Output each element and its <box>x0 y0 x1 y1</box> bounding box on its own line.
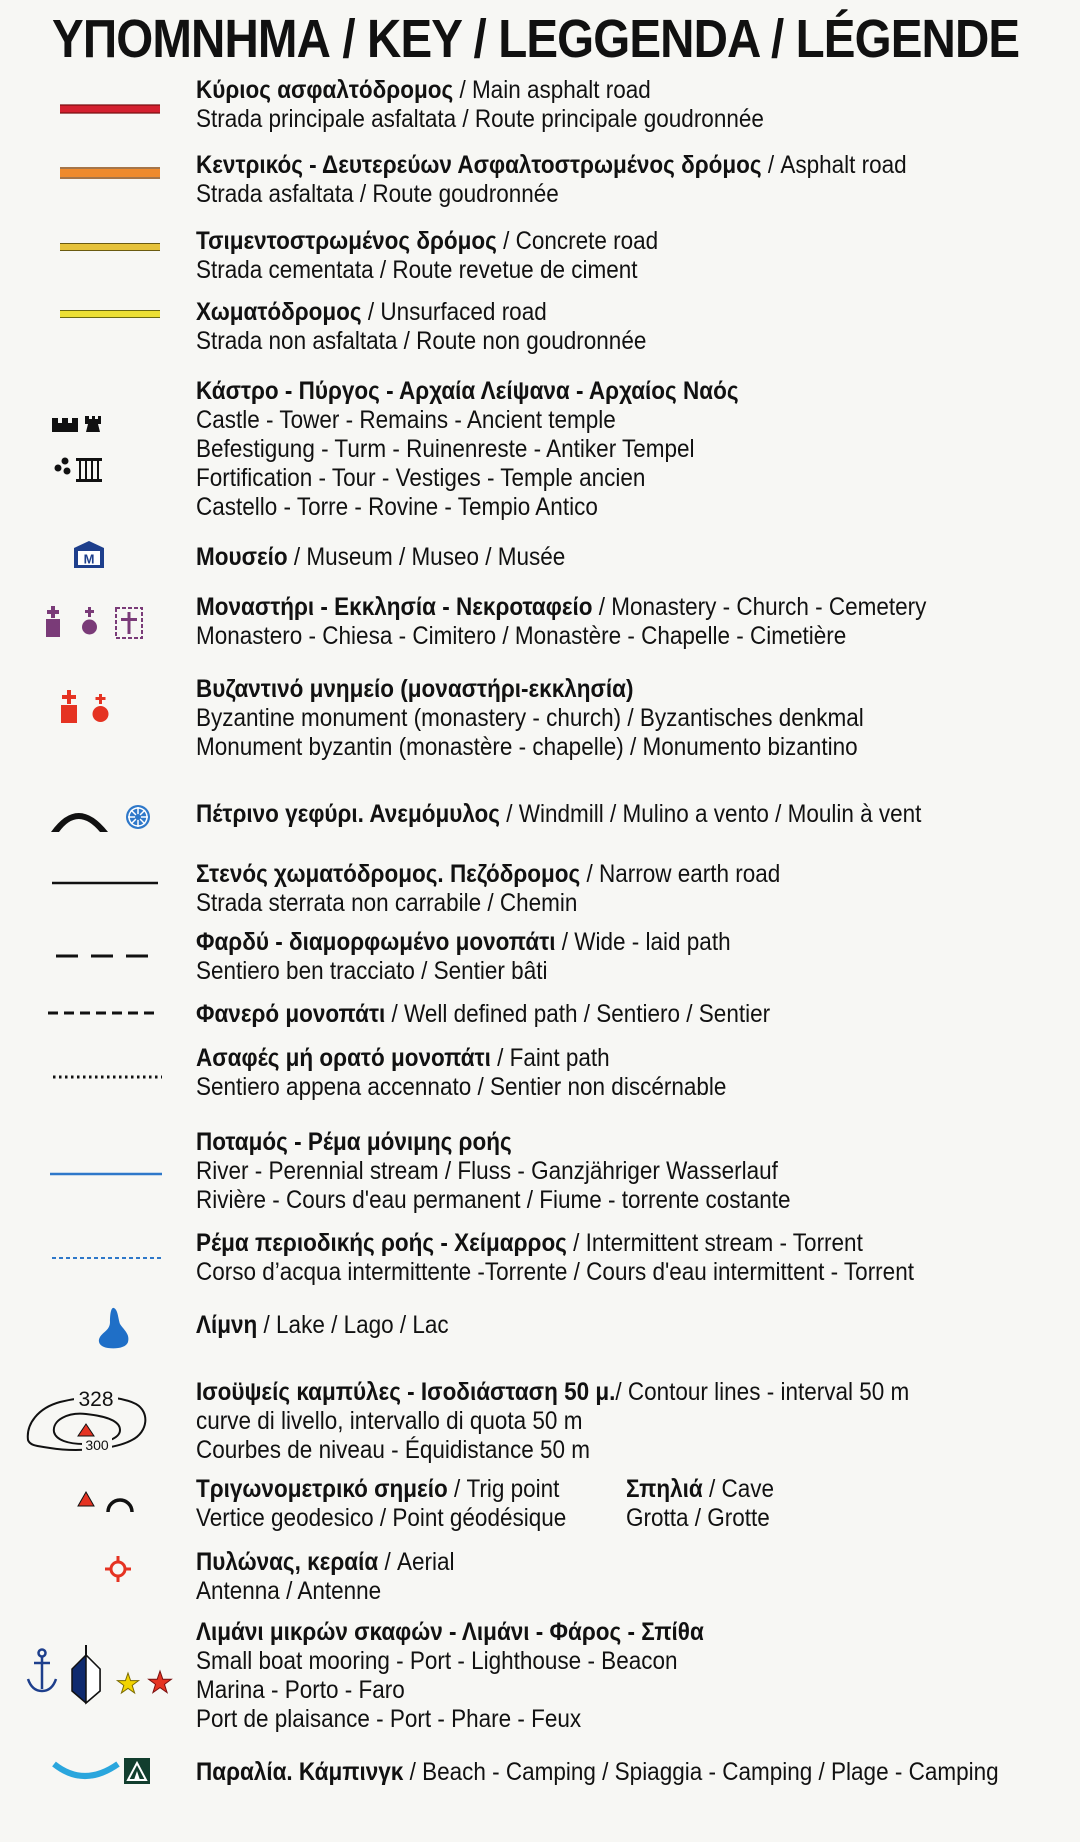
main-asphalt-road-line-icon <box>60 102 160 116</box>
legend-item-wide-path: Φαρδύ - διαμορφωμένο μονοπάτι / Wide - laid path Sentiero ben tracciato / Sentier bâti <box>196 928 731 985</box>
legend-item-main-asphalt-road: Κύριος ασφαλτόδρομος / Main asphalt road Strada principale asfaltata / Route principale goudronnée <box>196 76 764 133</box>
byzantine-monument-icon <box>60 688 120 728</box>
monastery-church-cemetery-icon <box>44 602 148 642</box>
legend-item-stone-bridge-windmill: Πέτρινο γεφύρι. Ανεμόμυλος / Windmill / Mulino a vento / Moulin à vent <box>196 800 922 828</box>
legend-item-lake: Λίμνη / Lake / Lago / Lac <box>196 1311 449 1339</box>
legend-item-concrete-road: Τσιμεντοστρωμένος δρόμος / Concrete road Strada cementata / Route revetue de ciment <box>196 227 659 284</box>
well-defined-path-dashed-line-icon <box>48 1010 160 1016</box>
legend-item-monastery-church-cemetery: Μοναστήρι - Εκκλησία - Νεκροταφείο / Monastery - Church - Cemetery Monastero - Chiesa - Cimitero / Monastère - Chapelle - Cimetière <box>196 593 927 650</box>
unsurfaced-road-line-icon <box>60 308 160 320</box>
trig-point-cave-icon <box>76 1488 140 1514</box>
lake-icon <box>96 1306 132 1350</box>
mooring-port-lighthouse-beacon-icon <box>24 1645 184 1707</box>
faint-path-dotted-line-icon <box>52 1074 162 1080</box>
beach-camping-icon <box>52 1756 152 1790</box>
legend-item-well-defined-path: Φανερό μονοπάτι / Well defined path / Sentiero / Sentier <box>196 1000 771 1028</box>
narrow-earth-road-line-icon <box>52 880 158 886</box>
castle-tower-remains-temple-icon <box>50 402 130 482</box>
legend-item-museum: Μουσείο / Museum / Museo / Musée <box>196 543 566 571</box>
aerial-antenna-icon <box>104 1555 132 1583</box>
legend-item-contour-lines: Ισοϋψείς καμπύλες - Ισοδιάσταση 50 μ./ Contour lines - interval 50 m curve di livello, intervallo di quota 50 m Courbes de niveau - Équidistance 50 m <box>196 1378 910 1464</box>
legend-item-beach-camping: Παραλία. Κάμπινγκ / Beach - Camping / Spiaggia - Camping / Plage - Camping <box>196 1758 999 1786</box>
contour-top-label: 328 <box>78 1388 114 1411</box>
contour-bottom-label: 300 <box>85 1437 109 1453</box>
asphalt-road-line-icon <box>60 165 160 181</box>
legend-item-castle-tower-remains-temple: Κάστρο - Πύργος - Αρχαία Λείψανα - Αρχαίος Ναός Castle - Tower - Remains - Ancient temple Befestigung - Turm - Ruinenreste - Antiker Tempel Fortification - Tour - Vestiges - Temple ancien Castello - Torre - Rovine - Tempio Antico <box>196 377 739 521</box>
river-line-icon <box>50 1171 162 1177</box>
legend-item-aerial: Πυλώνας, κεραία / Aerial Antenna / Antenne <box>196 1548 455 1605</box>
legend-item-mooring-port-lighthouse-beacon: Λιμάνι μικρών σκαφών - Λιμάνι - Φάρος - Σπίθα Small boat mooring - Port - Lighthouse - Beacon Marina - Porto - Faro Port de plaisance - Port - Phare - Feux <box>196 1618 704 1733</box>
legend-item-intermittent-stream: Ρέμα περιοδικής ροής - Χείμαρρος / Intermittent stream - Torrent Corso d’acqua intermittente -Torrente / Cours d'eau intermittent - Torrent <box>196 1229 914 1286</box>
museum-icon <box>72 540 106 570</box>
legend-item-narrow-earth-road: Στενός χωματόδρομος. Πεζόδρομος / Narrow earth road Strada sterrata non carrabile / Chemin <box>196 860 781 917</box>
legend-item-unsurfaced-road: Χωματόδρομος / Unsurfaced road Strada non asfaltata / Route non goudronnée <box>196 298 647 355</box>
legend-item-trig-point: Τριγωνομετρικό σημείο / Trig point Vertice geodesico / Point géodésique <box>196 1475 567 1532</box>
concrete-road-line-icon <box>60 241 160 253</box>
svg-text:M: M <box>83 551 95 567</box>
legend-item-asphalt-road: Κεντρικός - Δευτερεύων Ασφαλτοστρωμένος δρόμος / Asphalt road Strada asfaltata / Route goudronnée <box>196 151 907 208</box>
legend-item-byzantine-monument: Βυζαντινό μνημείο (μοναστήρι-εκκλησία) Byzantine monument (monastery - church) / Byzantisches denkmal Monument byzantin (monastère - chapelle) / Monumento bizantino <box>196 675 864 761</box>
legend-item-river: Ποταμός - Ρέμα μόνιμης ροής River - Perennial stream / Fluss - Ganzjähriger Wasserlauf Rivière - Cours d'eau permanent / Fiume - torrente costante <box>196 1128 791 1214</box>
legend-item-faint-path: Ασαφές μή ορατό μονοπάτι / Faint path Sentiero appena accennato / Sentier non discérnable <box>196 1044 727 1101</box>
intermittent-stream-line-icon <box>52 1255 162 1261</box>
legend-title: ΥΠΟΜΝΗΜΑ / KEY / LEGGENDA / LÉGENDE <box>52 9 1020 69</box>
legend-item-cave: Σπηλιά / Cave Grotta / Grotte <box>626 1475 774 1532</box>
wide-path-dashed-line-icon <box>56 953 160 959</box>
stone-bridge-windmill-icon <box>50 800 154 836</box>
contour-lines-icon <box>24 1380 154 1456</box>
